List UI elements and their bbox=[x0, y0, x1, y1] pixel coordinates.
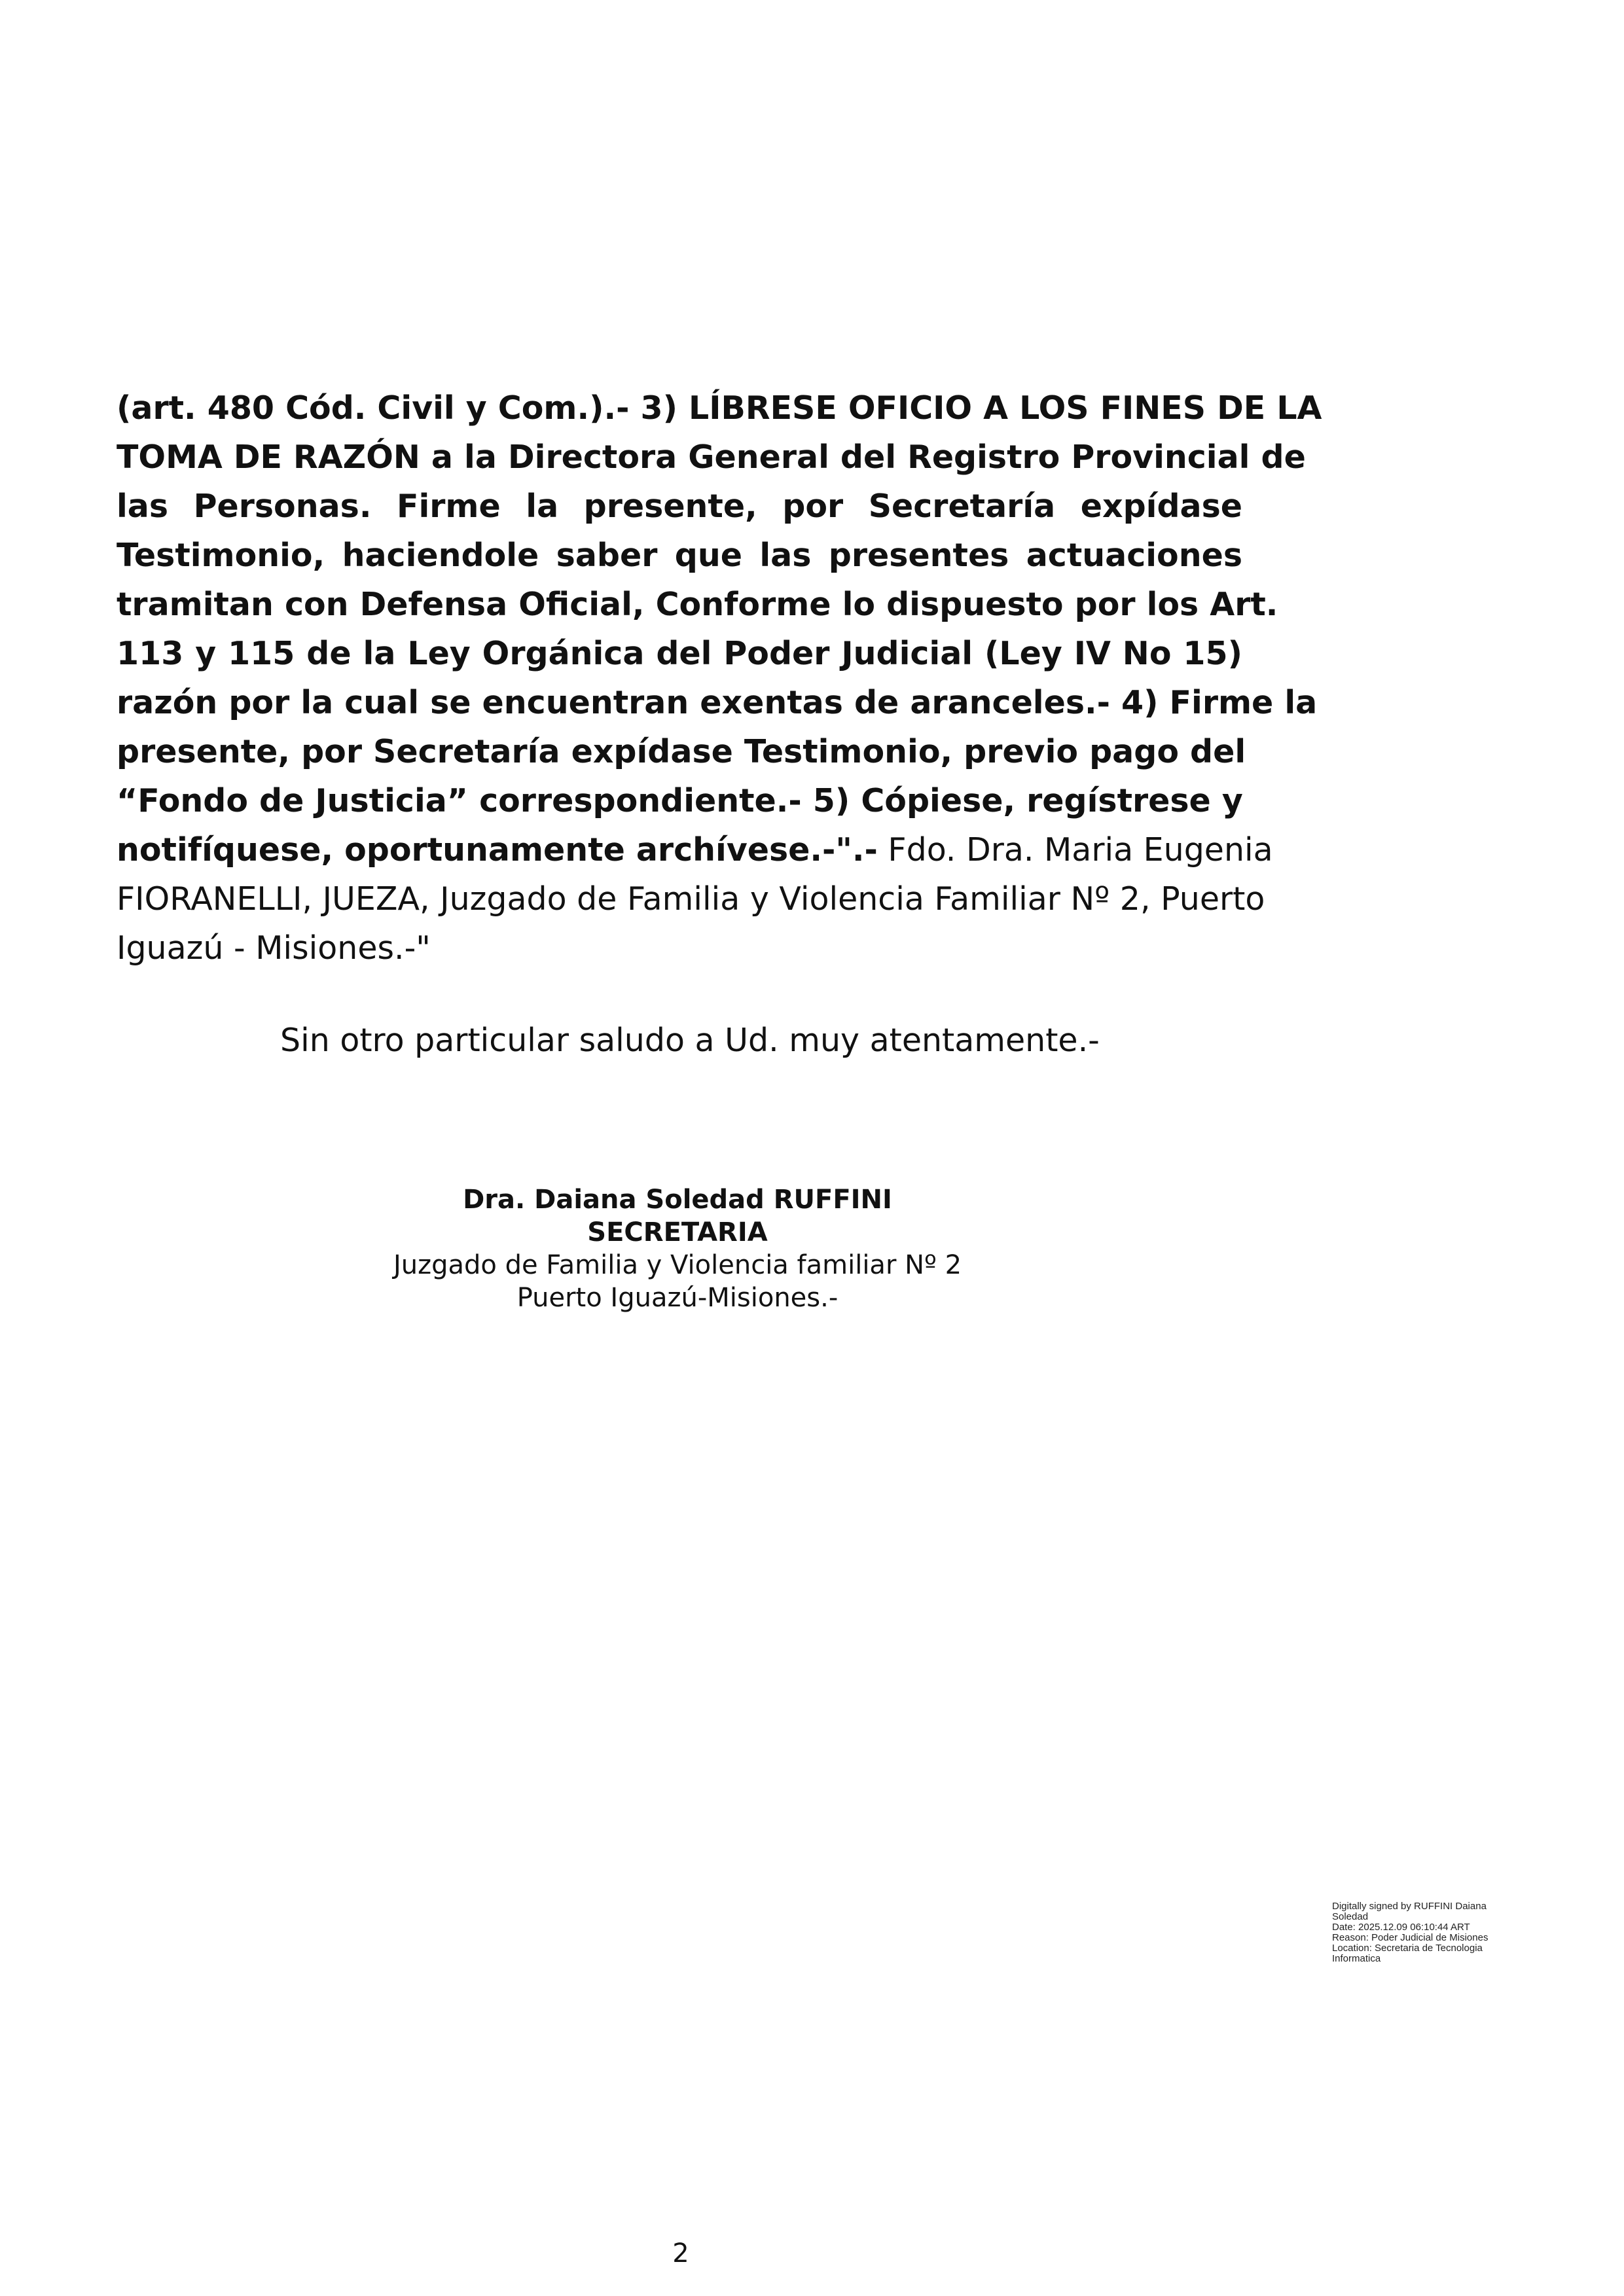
body-line-2-bold: TOMA DE RAZÓN a la Directora General del Registro Provincial de bbox=[117, 439, 1306, 476]
body-line-10-normal: Fdo. Dra. Maria Eugenia bbox=[877, 831, 1273, 869]
body-line-4-bold: Testimonio, haciendole saber que las presentes actuaciones bbox=[117, 537, 1242, 574]
signatory-name: Dra. Daiana Soledad RUFFINI bbox=[463, 1185, 892, 1215]
body-line-5 bbox=[117, 585, 1278, 624]
body-line-7 bbox=[117, 683, 1318, 723]
body-line-7-bold: razón por la cual se encuentran exentas de aranceles.- 4) Firme la bbox=[117, 684, 1318, 721]
body-line-10-bold: notifíquese, oportunamente archívese.-".- bbox=[117, 831, 878, 869]
body-line-12-normal: Iguazú - Misiones.-" bbox=[117, 929, 431, 967]
digital-signature-stamp bbox=[1332, 1901, 1528, 1964]
digital-signature-line-4: Reason: Poder Judicial de Misiones bbox=[1332, 1932, 1489, 1943]
body-line-4 bbox=[117, 536, 1242, 575]
body-line-2 bbox=[117, 438, 1306, 477]
closing-line: Sin otro particular saludo a Ud. muy atentamente.- bbox=[280, 1022, 1100, 1059]
signatory-court: Juzgado de Familia y Violencia familiar Nº 2 bbox=[393, 1250, 962, 1280]
body-line-12 bbox=[117, 929, 1242, 968]
body-line-1-bold: (art. 480 Cód. Civil y Com.).- 3) LÍBRESE OFICIO A LOS FINES DE LA bbox=[117, 389, 1322, 427]
digital-signature-line-2: Soledad bbox=[1332, 1911, 1369, 1922]
digital-signature-line-5: Location: Secretaria de Tecnologia bbox=[1332, 1943, 1483, 1954]
page-number: 2 bbox=[672, 2238, 689, 2269]
body-line-8 bbox=[117, 732, 1246, 772]
body-line-1 bbox=[117, 389, 1322, 428]
body-line-3-bold: las Personas. Firme la presente, por Secretaría expídase bbox=[117, 488, 1242, 525]
body-line-11 bbox=[117, 880, 1265, 919]
digital-signature-line-3: Date: 2025.12.09 06:10:44 ART bbox=[1332, 1922, 1470, 1933]
body-line-3 bbox=[117, 487, 1242, 526]
body-line-6-bold: 113 y 115 de la Ley Orgánica del Poder Judicial (Ley IV No 15) bbox=[117, 635, 1242, 672]
body-line-10 bbox=[117, 831, 1273, 870]
body-line-9 bbox=[117, 781, 1242, 821]
body-line-9-bold: “Fondo de Justicia” correspondiente.- 5) Cópiese, regístrese y bbox=[117, 782, 1243, 819]
digital-signature-line-1: Digitally signed by RUFFINI Daiana bbox=[1332, 1901, 1487, 1912]
body-line-6 bbox=[117, 634, 1242, 673]
digital-signature-line-6: Informatica bbox=[1332, 1953, 1381, 1964]
body-line-5-bold: tramitan con Defensa Oficial, Conforme lo dispuesto por los Art. bbox=[117, 586, 1278, 623]
signatory-title: SECRETARIA bbox=[587, 1217, 768, 1247]
body-line-11-normal: FIORANELLI, JUEZA, Juzgado de Familia y Violencia Familiar Nº 2, Puerto bbox=[117, 880, 1265, 918]
signatory-location: Puerto Iguazú-Misiones.- bbox=[516, 1283, 839, 1313]
body-line-8-bold: presente, por Secretaría expídase Testimonio, previo pago del bbox=[117, 733, 1246, 770]
